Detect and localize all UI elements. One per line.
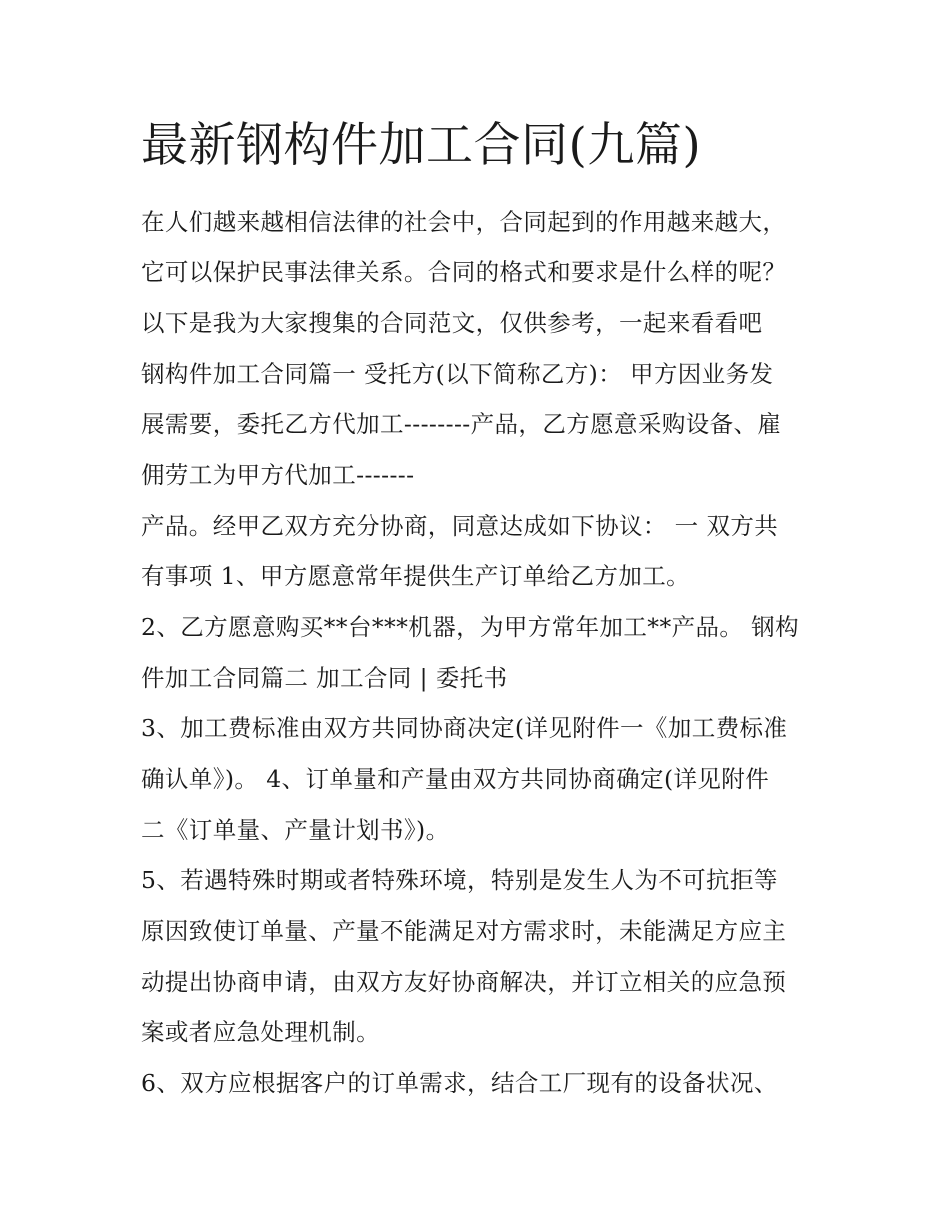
body-line-3: 以下是我为大家搜集的合同范文，仅供参考，一起来看看吧 [141, 309, 763, 337]
body-line-15: 原因致使订单量、产量不能满足对方需求时，未能满足方应主 [141, 917, 787, 945]
body-line-16: 动提出协商申请，由双方友好协商解决，并订立相关的应急预 [141, 968, 787, 996]
body-line-14: 5、若遇特殊时期或者特殊环境，特别是发生人为不可抗拒等 [141, 866, 778, 894]
body-line-4: 钢构件加工合同篇一 受托方(以下简称乙方)： 甲方因业务发 [141, 360, 774, 388]
body-line-10: 件加工合同篇二 加工合同 | 委托书 [141, 664, 508, 692]
body-line-18: 6、双方应根据客户的订单需求，结合工厂现有的设备状况、 [141, 1069, 778, 1097]
body-line-12: 确认单》)。 4、订单量和产量由双方共同协商确定(详见附件 [141, 765, 770, 793]
body-line-1: 在人们越来越相信法律的社会中，合同起到的作用越来越大， [141, 208, 787, 236]
body-line-7: 产品。经甲乙双方充分协商，同意达成如下协议： 一 双方共 [141, 512, 779, 540]
body-line-6: 佣劳工为甲方代加工------- [141, 461, 415, 489]
body-line-17: 案或者应急处理机制。 [141, 1018, 380, 1046]
body-line-8: 有事项 1、甲方愿意常年提供生产订单给乙方加工。 [141, 562, 691, 590]
body-line-5: 展需要，委托乙方代加工--------产品，乙方愿意采购设备、雇 [141, 410, 782, 438]
body-line-2: 它可以保护民事法律关系。合同的格式和要求是什么样的呢？ [141, 258, 787, 286]
body-line-11: 3、加工费标准由双方共同协商决定(详见附件一《加工费标准 [141, 714, 788, 742]
body-line-9: 2、乙方愿意购买**台***机器，为甲方常年加工**产品。 钢构 [141, 613, 799, 641]
body-line-13: 二《订单量、产量计划书》)。 [141, 816, 450, 844]
document-title: 最新钢构件加工合同(九篇) [141, 118, 702, 173]
